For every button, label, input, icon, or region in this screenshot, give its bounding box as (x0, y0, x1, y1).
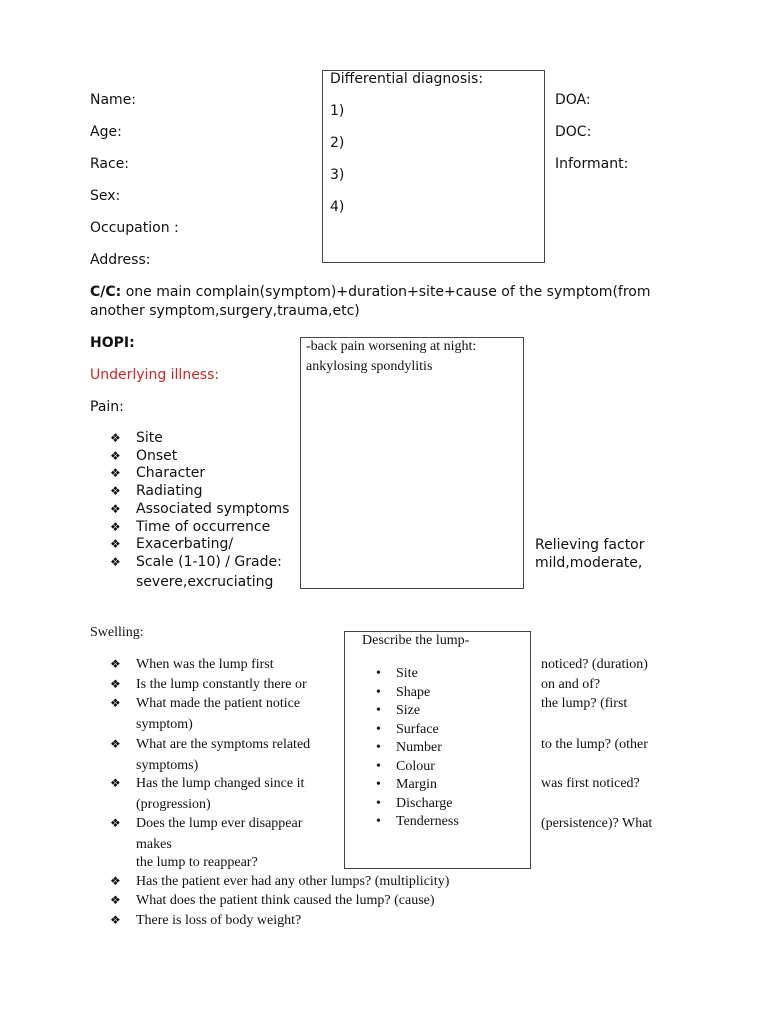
field-occupation: Occupation : (90, 220, 179, 236)
field-name: Name: (90, 92, 137, 108)
relieving-factor-text: Relieving factor (535, 537, 645, 553)
field-doc: DOC: (555, 124, 592, 140)
lump-feature: • Tenderness (372, 813, 459, 832)
swelling-right-text-4: to the lump? (other (541, 737, 648, 752)
chief-complaint-line1 (90, 284, 651, 300)
swelling-right-text-1: noticed? (duration) (541, 657, 648, 672)
swelling-label: Swelling: (90, 625, 144, 640)
field-age: Age: (90, 124, 122, 140)
swelling-item-text: Is the lump constantly there or (136, 677, 307, 692)
lump-feature: • Discharge (372, 795, 459, 814)
differential-item-1: 1) (330, 103, 345, 119)
swelling-item-cont: makes (136, 837, 172, 852)
pain-item: ❖ Character (110, 465, 289, 483)
differential-item-3: 3) (330, 167, 345, 183)
differential-diagnosis-box (322, 70, 545, 263)
pain-item: ❖ Time of occurrence (110, 519, 289, 537)
swelling-item-cont: symptom) (136, 717, 193, 732)
pain-scale-continuation: severe,excruciating (136, 574, 274, 590)
lump-feature: • Surface (372, 721, 459, 740)
lump-feature: • Number (372, 739, 459, 758)
swelling-item-text: Does the lump ever disappear (136, 816, 303, 831)
swelling-item-cont: (progression) (136, 797, 211, 812)
differential-diagnosis-title: Differential diagnosis: (330, 71, 484, 87)
chief-complaint-label: C/C: (90, 284, 122, 300)
describe-lump-title: Describe the lump- (362, 633, 470, 648)
lump-feature: • Site (372, 665, 459, 684)
pain-label: Pain: (90, 399, 124, 415)
swelling-item-text: Has the lump changed since it (136, 776, 305, 791)
lump-feature: • Margin (372, 776, 459, 795)
swelling-reappear-text: the lump to reappear? (136, 855, 258, 870)
mild-moderate-text: mild,moderate, (535, 555, 643, 571)
lump-feature: • Size (372, 702, 459, 721)
swelling-item-text: When was the lump first (136, 657, 274, 672)
pain-item: ❖ Site (110, 430, 289, 448)
swelling-item-text: What are the symptoms related (136, 737, 311, 752)
swelling-right-text-6: (persistence)? What (541, 816, 653, 831)
swelling-item-text: Has the patient ever had any other lumps? (multiplicity) (136, 874, 450, 889)
pain-item: ❖ Radiating (110, 483, 289, 501)
chief-complaint-text: one main complain(symptom)+duration+site+cause of the symptom(from (121, 284, 651, 300)
lump-feature: • Shape (372, 684, 459, 703)
hopi-note-1: -back pain worsening at night: (306, 339, 477, 354)
swelling-item-text: What does the patient think caused the lump? (cause) (136, 893, 435, 908)
swelling-item-text: What made the patient notice (136, 696, 301, 711)
pain-item: ❖ Scale (1-10) / Grade: (110, 554, 289, 572)
chief-complaint-line2: another symptom,surgery,trauma,etc) (90, 303, 360, 319)
swelling-right-text-5: was first noticed? (541, 776, 640, 791)
pain-item: ❖ Associated symptoms (110, 501, 289, 519)
lump-feature: • Colour (372, 758, 459, 777)
swelling-right-text-3: the lump? (first (541, 696, 628, 711)
differential-item-2: 2) (330, 135, 345, 151)
differential-item-4: 4) (330, 199, 345, 215)
pain-list (110, 430, 289, 572)
field-informant: Informant: (555, 156, 629, 172)
field-race: Race: (90, 156, 130, 172)
field-doa: DOA: (555, 92, 591, 108)
swelling-item-text: There is loss of body weight? (136, 913, 302, 928)
swelling-item-cont: symptoms) (136, 758, 199, 773)
hopi-label: HOPI: (90, 335, 135, 351)
underlying-illness-label: Underlying illness: (90, 367, 220, 383)
swelling-right-text-2: on and of? (541, 677, 601, 692)
field-address: Address: (90, 252, 151, 268)
lump-features-list (372, 665, 459, 832)
hopi-note-2: ankylosing spondylitis (306, 359, 433, 374)
field-sex: Sex: (90, 188, 121, 204)
pain-item: ❖ Exacerbating/ (110, 536, 289, 554)
pain-item: ❖ Onset (110, 448, 289, 466)
